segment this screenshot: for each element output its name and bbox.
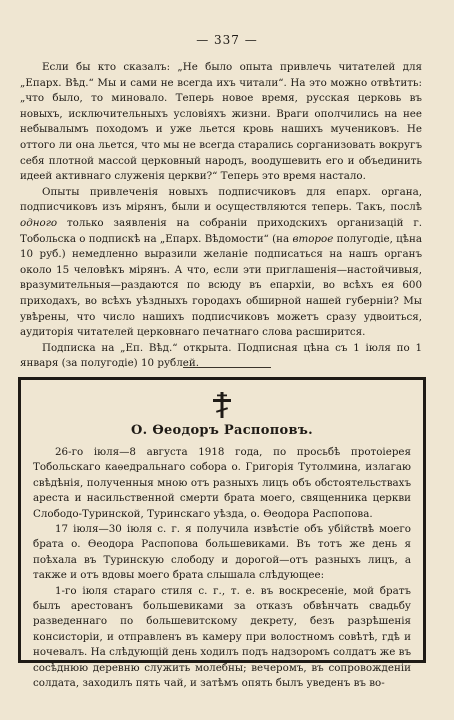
article-paragraph [20, 185, 422, 341]
obituary-box [18, 377, 426, 690]
page-number: — 337 — [196, 33, 258, 47]
article-text: Опыты привлеченія новыхъ подписчиковъ для епарх. органа, подписчиковъ изъ мірянъ, были и осуществляются теперь. Такъ, послѣ [20, 185, 422, 214]
orthodox-cross-icon [210, 392, 234, 418]
section-divider [183, 367, 271, 368]
obituary-paragraph: 17 іюля—30 іюля с. г. я получила извѣстіе объ убійствѣ моего брата о. Ѳеодора Распопова большевиками. Въ тотъ же день я поѣхала въ Туринскую слободу и дорогой—отъ разныхъ лицъ, а также и отъ вдовы моего брата слышала слѣдующее: [33, 523, 411, 582]
article-text: только заявленія на собраніи приходскихъ организацій г. Тобольска о подпискѣ на „Епарх. Вѣдомости“ (на [20, 216, 423, 245]
obituary-title: О. Ѳеодоръ Распоповъ. [131, 423, 313, 438]
obituary-paragraph: 26-го іюля—8 августа 1918 года, по просьбѣ протоіерея Тобольскаго каѳедральнаго собора о. Григорія Тутолмина, излагаю свѣдѣнія, полученныя мною отъ разныхъ лицъ объ обстоятельствахъ ареста и насильственной смерти брата моего, священника церкви Слободо-Туринской, Туринскаго уѣзда, о. Ѳеодора Распопова. [33, 446, 411, 520]
article-paragraph: Если бы кто сказалъ: „Не было опыта привлечь читателей для „Епарх. Вѣд.“ Мы и сами не всегда ихъ читали“. На это можно отвѣтить: „что было, то миновало. Теперь новое время, русская церковь въ новыхъ, исключительныхъ условіяхъ жизни. Враги ополчились на нее небывалымъ походомъ и уже льется кровь нашихъ мучениковъ. Не оттого ли она льется, что мы не всегда старались сорганизовать вокругъ себя плотной массой церковный народъ, воодушевить его и объединить идеей активнаго служенія церкви?“ Теперь это время настало. [20, 61, 422, 183]
emphasis-text: одного [20, 216, 58, 229]
article-paragraph: Подписка на „Еп. Вѣд.“ открыта. Подписная цѣна съ 1 іюля по 1 января (за полугодіе) 10 рублей. [20, 341, 422, 370]
article-text: полугодіе, цѣна 10 руб.) немедленно выразили желаніе подписаться на нашъ органъ около 15 человѣкъ мірянъ. А что, если эти приглашенія—настойчивыя, вразумительныя—раздаются по всюду въ епархіи, во всѣхъ ея 600 приходахъ, во всѣхъ уѣздныхъ городахъ обширной нашей губерніи? Мы увѣрены, что число нашихъ подписчиковъ можетъ сразу удвоиться, аудиторія читателей церковнаго печатнаго слова расширится. [20, 232, 422, 339]
emphasis-text: второе [292, 232, 334, 245]
obituary-body [33, 445, 411, 692]
article-body [20, 60, 422, 372]
obituary-paragraph: 1-го іюля стараго стиля с. г., т. е. въ воскресеніе, мой братъ былъ арестованъ большевиками за отказъ обвѣнчать свадьбу разведеннаго по большевитскому декрету, безъ разрѣшенія консисторіи, и отправленъ въ камеру при волостномъ совѣтѣ, гдѣ и ночевалъ. На слѣдующій день ходилъ подъ надзоромъ солдатъ же въ сосѣднюю деревню служить молебны; вечеромъ, въ сопровожденіи солдата, заходилъ пять чай, и затѣмъ опять былъ уведенъ въ во- [33, 584, 411, 690]
